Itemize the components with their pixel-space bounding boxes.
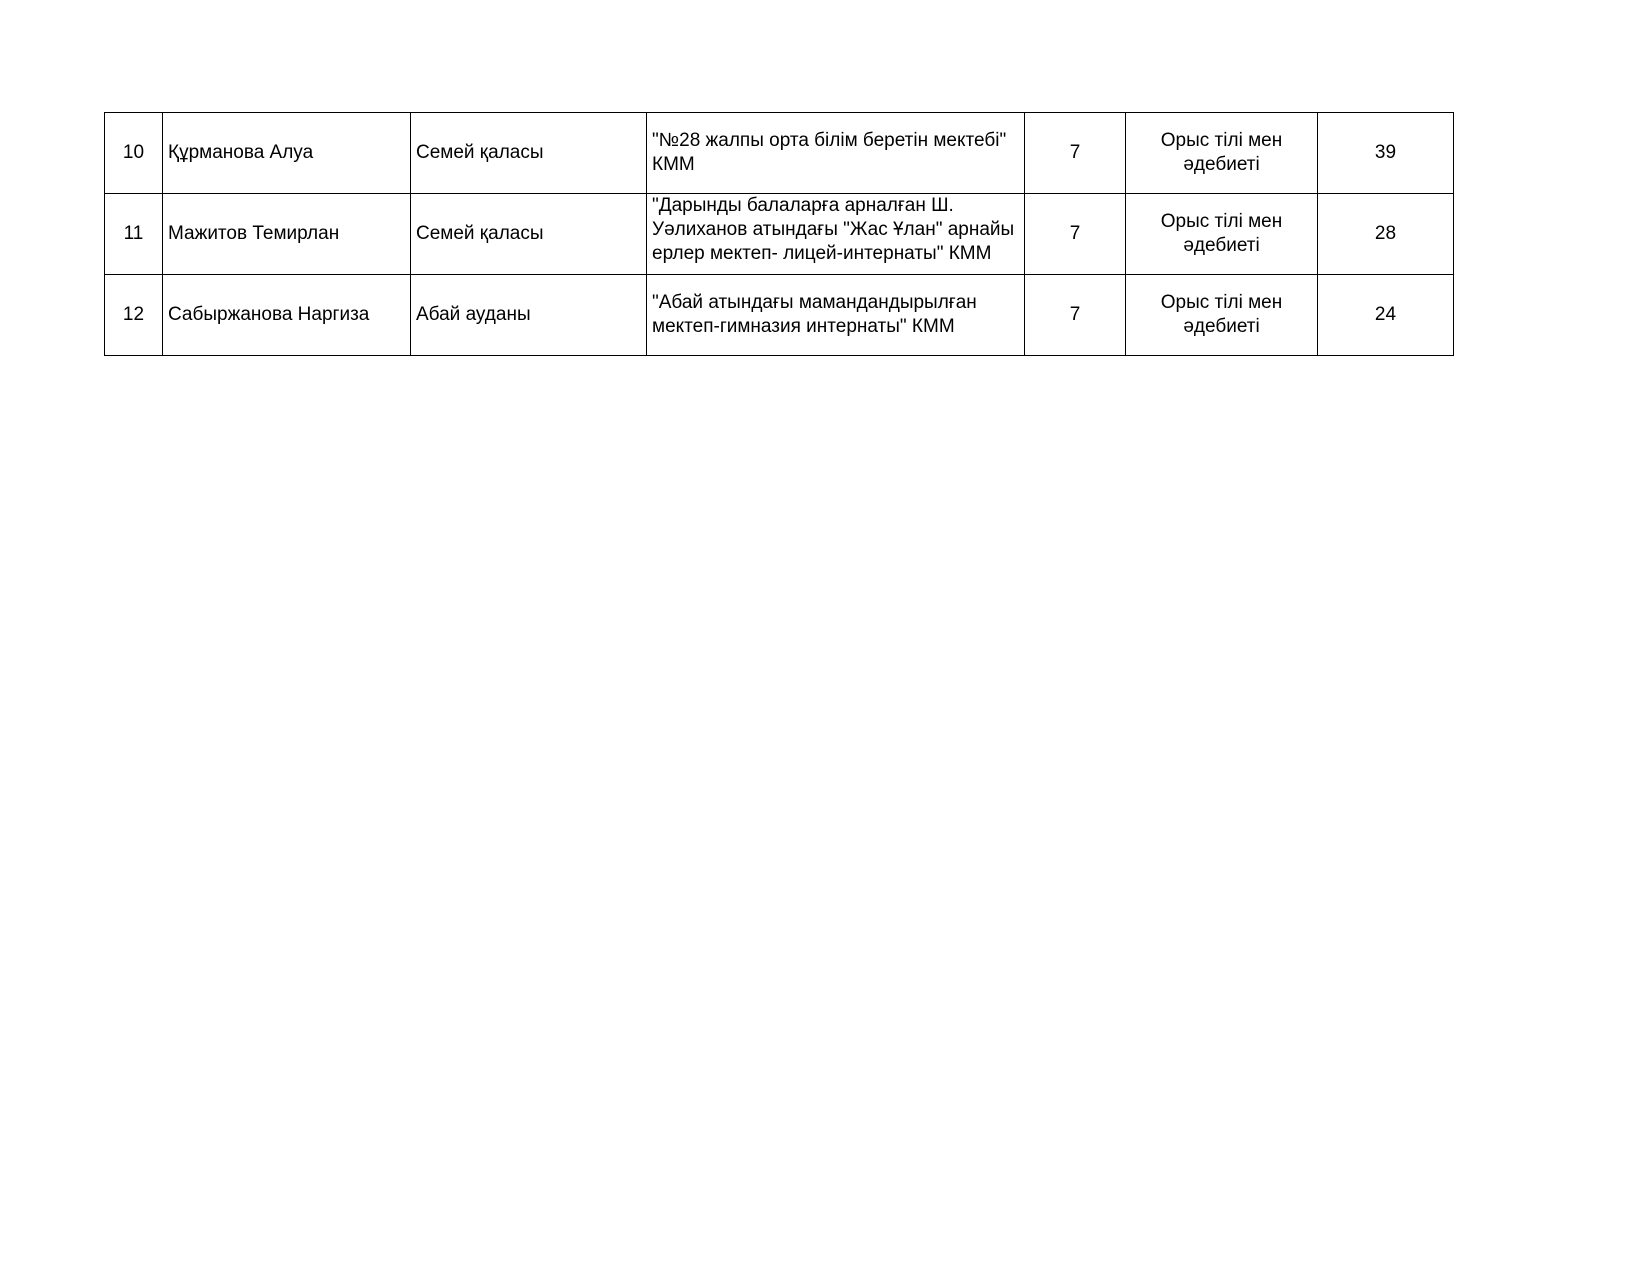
results-table xyxy=(104,112,1454,356)
table-row xyxy=(105,194,1454,275)
grade: 7 xyxy=(1025,275,1126,356)
student-name: Мажитов Темирлан xyxy=(163,194,411,275)
grade: 7 xyxy=(1025,194,1126,275)
student-name: Сабыржанова Наргиза xyxy=(163,275,411,356)
row-number: 11 xyxy=(105,194,163,275)
district: Семей қаласы xyxy=(411,194,647,275)
student-name: Құрманова Алуа xyxy=(163,113,411,194)
row-number: 12 xyxy=(105,275,163,356)
district: Абай ауданы xyxy=(411,275,647,356)
score: 28 xyxy=(1318,194,1454,275)
subject: Орыс тілі мен әдебиеті xyxy=(1126,194,1318,275)
score: 39 xyxy=(1318,113,1454,194)
table-row xyxy=(105,275,1454,356)
school-cell xyxy=(647,194,1025,275)
grade: 7 xyxy=(1025,113,1126,194)
table-row xyxy=(105,113,1454,194)
school-name: "№28 жалпы орта білім беретін мектебі" КММ xyxy=(652,130,1007,175)
score: 24 xyxy=(1318,275,1454,356)
school-name: "Дарынды балаларға арналған Ш. Уәлиханов атындағы "Жас Ұлан" арнайы ерлер мектеп- лицей-интернаты" КММ xyxy=(652,195,1015,264)
school-cell xyxy=(647,113,1025,194)
district: Семей қаласы xyxy=(411,113,647,194)
row-number: 10 xyxy=(105,113,163,194)
subject: Орыс тілі мен әдебиеті xyxy=(1126,275,1318,356)
school-name: "Абай атындағы мамандандырылған мектеп-гимназия интернаты" КММ xyxy=(652,292,977,337)
subject: Орыс тілі мен әдебиеті xyxy=(1126,113,1318,194)
school-cell xyxy=(647,275,1025,356)
